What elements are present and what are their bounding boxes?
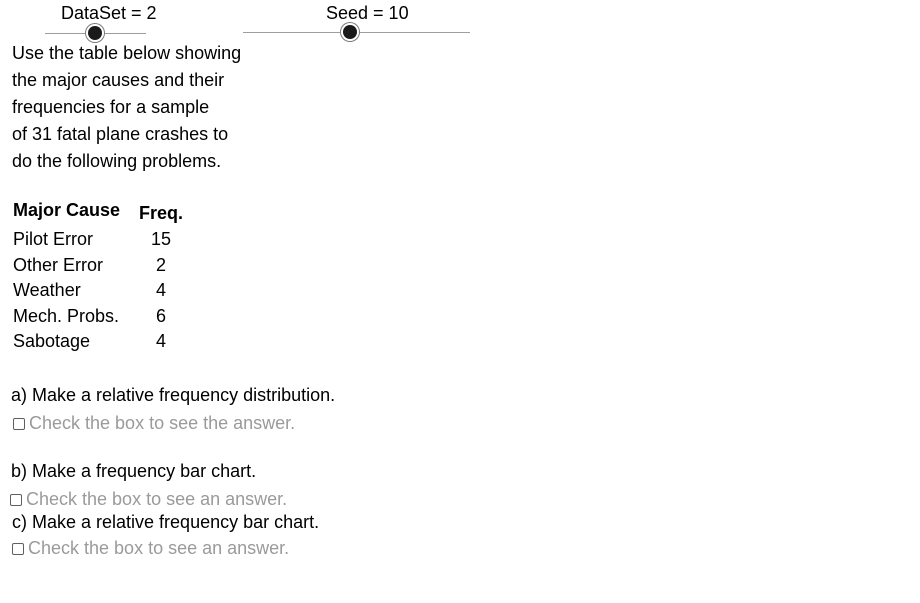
dataset-slider-label: DataSet = 2: [61, 3, 157, 23]
table-header-row: [13, 200, 183, 227]
seed-slider-knob[interactable]: [343, 25, 357, 39]
dataset-slider-knob[interactable]: [88, 26, 102, 40]
problem-a-prompt: a) Make a relative frequency distribution.: [11, 385, 336, 405]
problem-b-checkbox-label[interactable]: Check the box to see an answer.: [26, 489, 288, 509]
intro-line: of 31 fatal plane crashes to: [12, 124, 229, 144]
seed-slider-label: Seed = 10: [326, 3, 409, 23]
freq-cell: 4: [156, 331, 167, 352]
freq-cell: 4: [156, 280, 167, 301]
header-frequency: Freq.: [139, 203, 184, 223]
cause-cell: Pilot Error: [13, 229, 94, 250]
intro-line: do the following problems.: [12, 151, 222, 171]
cause-cell: Weather: [13, 280, 81, 301]
problem-c-checkbox[interactable]: [12, 543, 24, 555]
problem-a-checkbox-label[interactable]: Check the box to see the answer.: [29, 413, 296, 433]
table-row: [13, 278, 183, 304]
problem-c-prompt: c) Make a relative frequency bar chart.: [12, 512, 320, 532]
cause-cell: Sabotage: [13, 331, 91, 352]
intro-line: frequencies for a sample: [12, 97, 210, 117]
freq-cell: 2: [156, 254, 167, 275]
cause-frequency-table: [13, 200, 183, 355]
problem-b-prompt: b) Make a frequency bar chart.: [11, 461, 257, 481]
problem-b-answer-toggle[interactable]: [10, 489, 287, 510]
intro-line: the major causes and their: [12, 70, 225, 90]
table-row: [13, 227, 183, 253]
freq-cell: 15: [150, 229, 172, 250]
problem-b-checkbox[interactable]: [10, 494, 22, 506]
header-major-cause: Major Cause: [13, 200, 121, 220]
intro-text: [12, 40, 241, 175]
table-row: [13, 329, 183, 355]
problem-c-answer-toggle[interactable]: [12, 538, 289, 559]
problem-a-checkbox[interactable]: [13, 418, 25, 430]
problem-a-answer-toggle[interactable]: [13, 413, 295, 434]
table-row: [13, 304, 183, 330]
cause-cell: Other Error: [13, 254, 104, 275]
dataset-slider[interactable]: [45, 33, 146, 34]
problem-c-checkbox-label[interactable]: Check the box to see an answer.: [28, 538, 290, 558]
seed-slider[interactable]: [243, 32, 470, 33]
table-row: [13, 253, 183, 279]
freq-cell: 6: [156, 305, 167, 326]
intro-line: Use the table below showing: [12, 43, 242, 63]
cause-cell: Mech. Probs.: [13, 305, 120, 326]
